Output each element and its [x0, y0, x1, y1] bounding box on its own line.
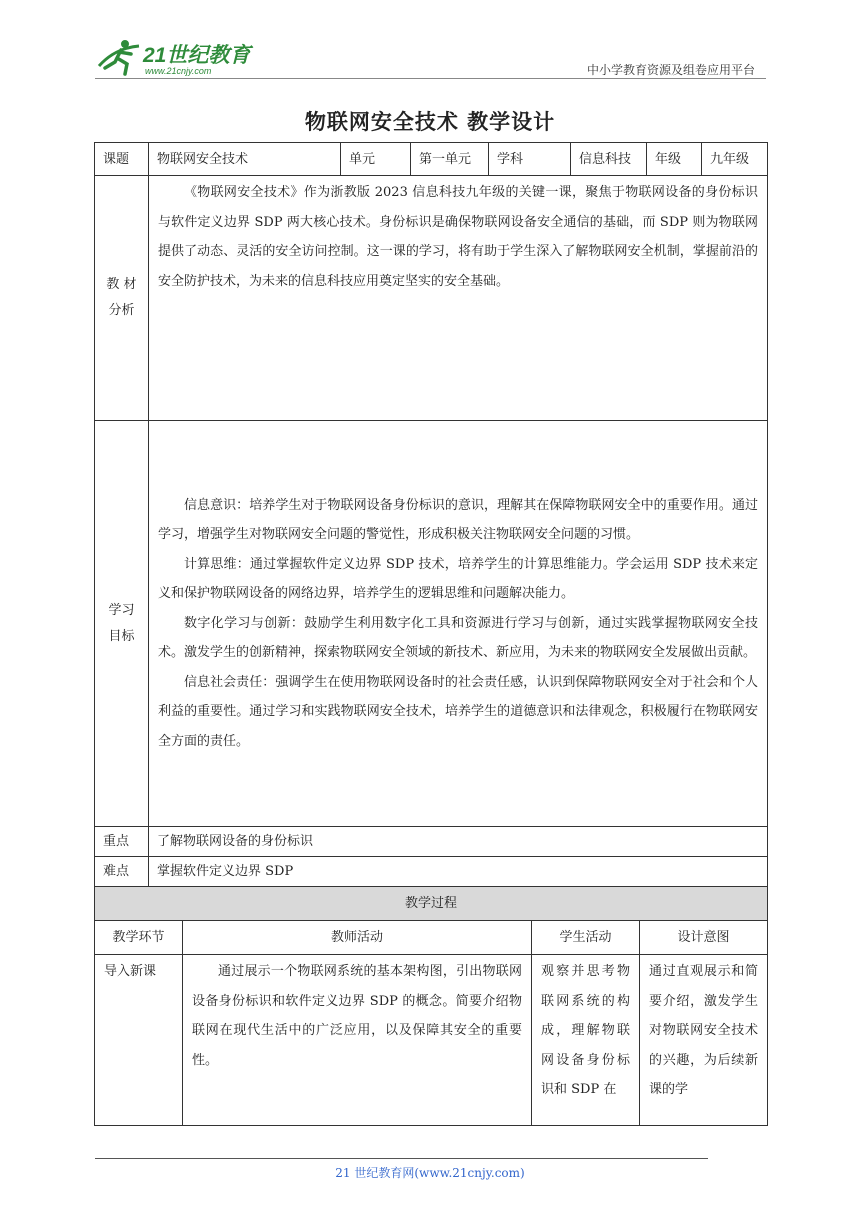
column-teacher: 教师活动 [183, 921, 532, 955]
key-point-text: 了解物联网设备的身份标识 [149, 827, 768, 857]
objective-item: 计算思维：通过掌握软件定义边界 SDP 技术，培养学生的计算思维能力。学会运用 SDP 技术来定义和保护物联网设备的网络边界，培养学生的逻辑思维和问题解决能力。 [158, 556, 758, 602]
stage-cell: 导入新课 [95, 955, 183, 1126]
design-intent: 通过直观展示和简要介绍，激发学生对物联网安全技术的兴趣，为后续新课的学 [640, 955, 768, 1126]
header-divider [95, 78, 766, 79]
key-point-label: 重点 [95, 827, 149, 857]
page-header [95, 36, 765, 78]
teacher-activity: 通过展示一个物联网系统的基本架构图，引出物联网设备身份标识和软件定义边界 SDP 的概念。简要介绍物联网在现代生活中的广泛应用，以及保障其安全的重要性。 [183, 955, 532, 1126]
svg-text:www.21cnjy.com: www.21cnjy.com [145, 66, 212, 76]
grade-value: 九年级 [702, 143, 768, 176]
teaching-process-table [94, 886, 768, 1126]
grade-label: 年级 [647, 143, 702, 176]
column-student: 学生活动 [532, 921, 640, 955]
difficulty-row [95, 857, 768, 887]
column-intent: 设计意图 [640, 921, 768, 955]
info-row [95, 143, 768, 176]
subject-label: 学科 [489, 143, 571, 176]
process-heading: 教学过程 [95, 887, 768, 921]
process-columns-row [95, 921, 768, 955]
process-row [95, 955, 768, 1126]
analysis-text: 《物联网安全技术》作为浙教版 2023 信息科技九年级的关键一课，聚焦于物联网设备的身份标识与软件定义边界 SDP 两大核心技术。身份标识是确保物联网设备安全通信的基础，而 SDP 则为物联网提供了动态、灵活的安全访问控制。这一课的学习，将有助于学生深入了解物联网安全机制，掌握前沿的安全防护技术，为未来的信息科技应用奠定坚实的安全基础。 [149, 176, 768, 421]
difficulty-label: 难点 [95, 857, 149, 887]
objectives-label: 学习 目标 [95, 421, 149, 827]
student-activity: 观察并思考物联网系统的构成，理解物联网设备身份标识和 SDP 在 [532, 955, 640, 1126]
unit-label: 单元 [341, 143, 411, 176]
document-title: 物联网安全技术 教学设计 [304, 109, 556, 134]
analysis-row [95, 176, 768, 421]
platform-name: 中小学教育资源及组卷应用平台 [586, 63, 755, 77]
logo-21cnjy [95, 36, 265, 78]
objective-item: 信息意识：培养学生对于物联网设备身份标识的意识，理解其在保障物联网安全中的重要作用。通过学习，增强学生对物联网安全问题的警觉性，形成积极关注物联网安全问题的习惯。 [158, 497, 758, 543]
footer-link[interactable]: 21 世纪教育网(www.21cnjy.com) [335, 1166, 525, 1180]
process-heading-row [95, 887, 768, 921]
lesson-info-table [94, 142, 768, 887]
objective-item: 信息社会责任：强调学生在使用物联网设备时的社会责任感，认识到保障物联网安全对于社会和个人利益的重要性。通过学习和实践物联网安全技术，培养学生的道德意识和法律观念，积极履行在物联网安全方面的责任。 [158, 674, 758, 749]
topic-label: 课题 [95, 143, 149, 176]
objective-item: 数字化学习与创新：鼓励学生利用数字化工具和资源进行学习与创新，通过实践掌握物联网安全技术。激发学生的创新精神，探索物联网安全领域的新技术、新应用，为未来的物联网安全发展做出贡献。 [158, 615, 758, 661]
objectives-row [95, 421, 768, 827]
footer-divider [95, 1158, 708, 1159]
key-point-row [95, 827, 768, 857]
difficulty-text: 掌握软件定义边界 SDP [149, 857, 768, 887]
svg-text:21世纪教育: 21世纪教育 [143, 44, 251, 67]
unit-value: 第一单元 [411, 143, 489, 176]
subject-value: 信息科技 [571, 143, 647, 176]
objectives-text [149, 421, 768, 827]
analysis-label: 教 材 分析 [95, 176, 149, 421]
column-stage: 教学环节 [95, 921, 183, 955]
topic-value: 物联网安全技术 [149, 143, 341, 176]
